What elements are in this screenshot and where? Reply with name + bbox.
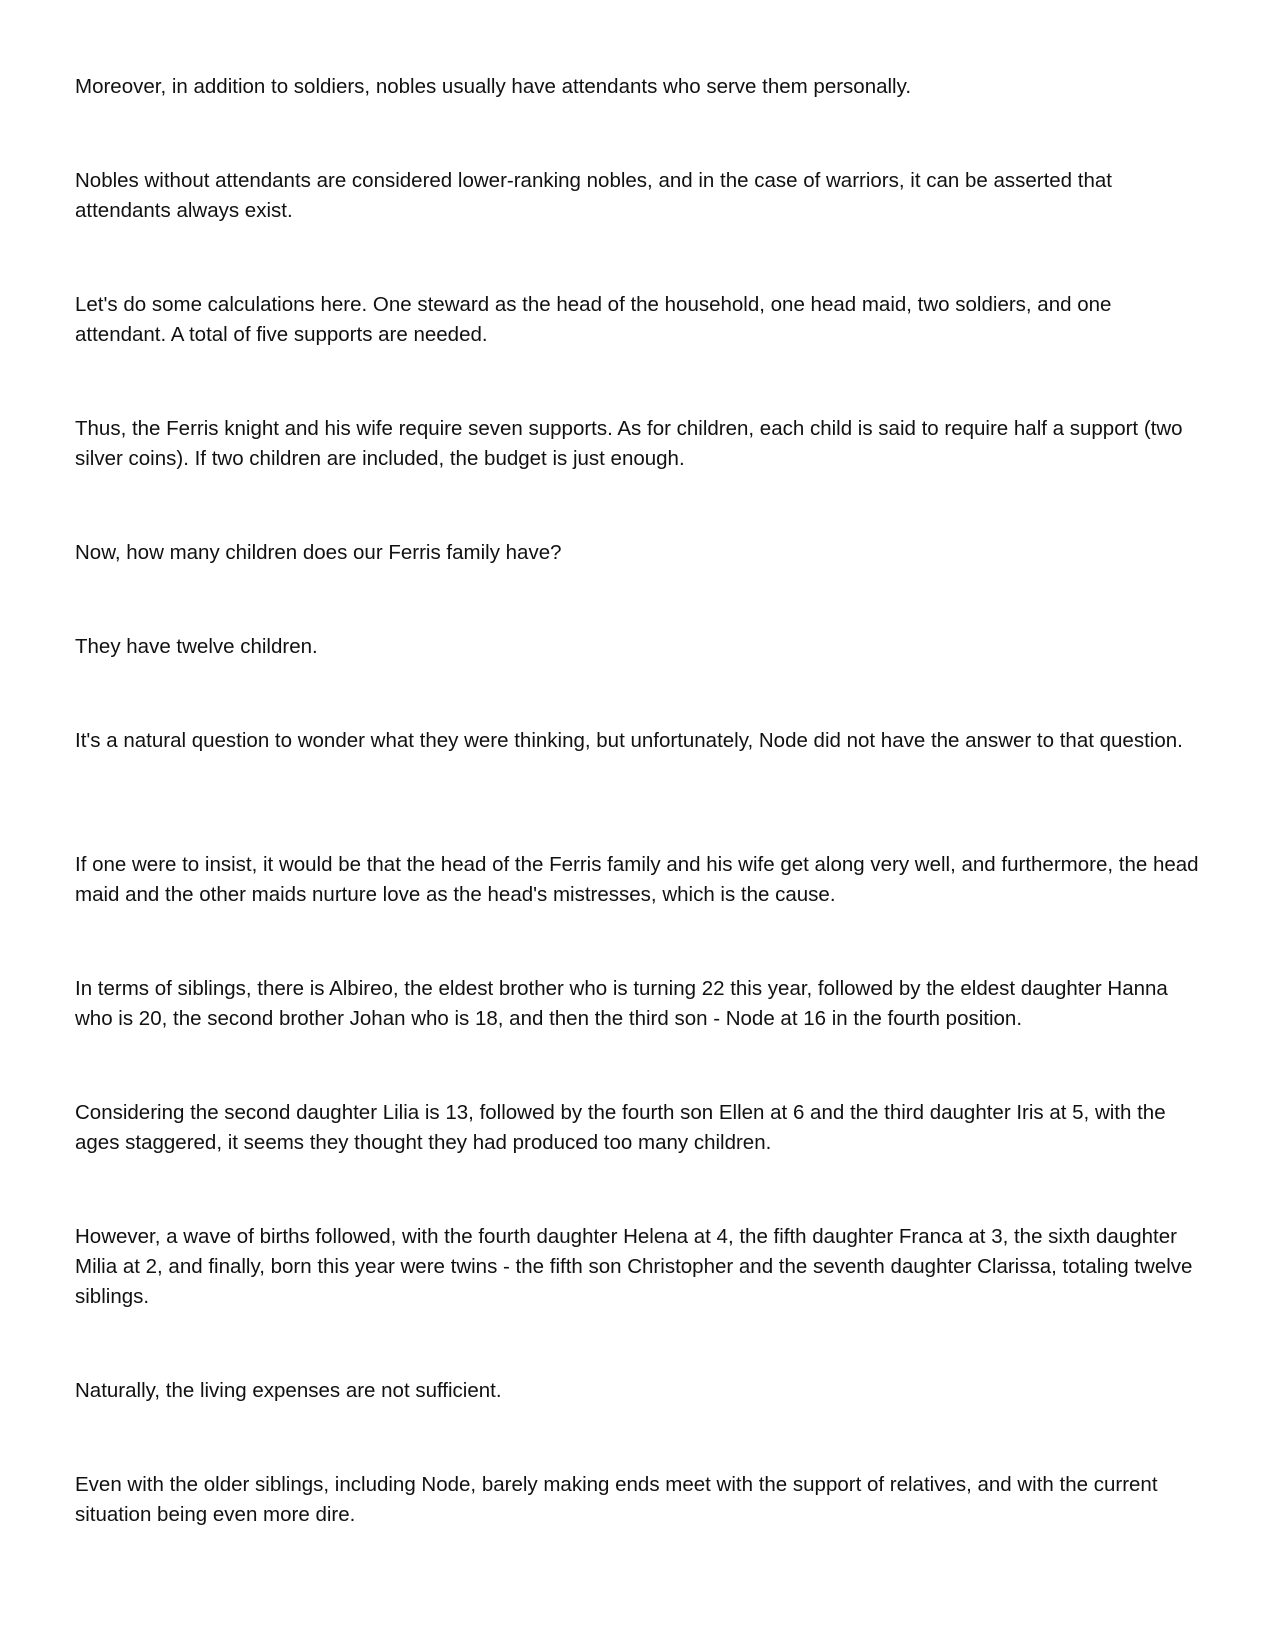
- paragraph-10: Considering the second daughter Lilia is 13, followed by the fourth son Ellen at 6 and the third daughter Iris at 5, with the ages staggered, it seems they thought they had produced too many children.: [75, 1101, 1166, 1154]
- paragraph-2: Nobles without attendants are considered lower-ranking nobles, and in the case of warriors, it can be asserted that attendants always exist.: [75, 169, 1112, 222]
- paragraph-4: Thus, the Ferris knight and his wife require seven supports. As for children, each child is said to require half a support (two silver coins). If two children are included, the budget is just enough.: [75, 417, 1183, 470]
- paragraph-11: However, a wave of births followed, with the fourth daughter Helena at 4, the fifth daughter Franca at 3, the sixth daughter Milia at 2, and finally, born this year were twins - the fifth son Christopher and the seventh daughter Clarissa, totaling twelve siblings.: [75, 1225, 1193, 1308]
- paragraph-1: Moreover, in addition to soldiers, nobles usually have attendants who serve them personally.: [75, 75, 912, 98]
- paragraph-6: They have twelve children.: [75, 635, 318, 658]
- paragraph-9: In terms of siblings, there is Albireo, the eldest brother who is turning 22 this year, followed by the eldest daughter Hanna who is 20, the second brother Johan who is 18, and then the third son - Node at 16 in the fourth position.: [75, 977, 1168, 1030]
- paragraph-7: It's a natural question to wonder what they were thinking, but unfortunately, Node did not have the answer to that question.: [75, 729, 1183, 752]
- paragraph-13: Even with the older siblings, including Node, barely making ends meet with the support of relatives, and with the current situation being even more dire.: [75, 1473, 1158, 1526]
- paragraph-5: Now, how many children does our Ferris family have?: [75, 541, 562, 564]
- paragraph-3: Let's do some calculations here. One steward as the head of the household, one head maid, two soldiers, and one attendant. A total of five supports are needed.: [75, 293, 1112, 346]
- paragraph-8: If one were to insist, it would be that the head of the Ferris family and his wife get along very well, and furthermore, the head maid and the other maids nurture love as the head's mistresses, which is the cause.: [75, 853, 1199, 906]
- paragraph-12: Naturally, the living expenses are not sufficient.: [75, 1379, 502, 1402]
